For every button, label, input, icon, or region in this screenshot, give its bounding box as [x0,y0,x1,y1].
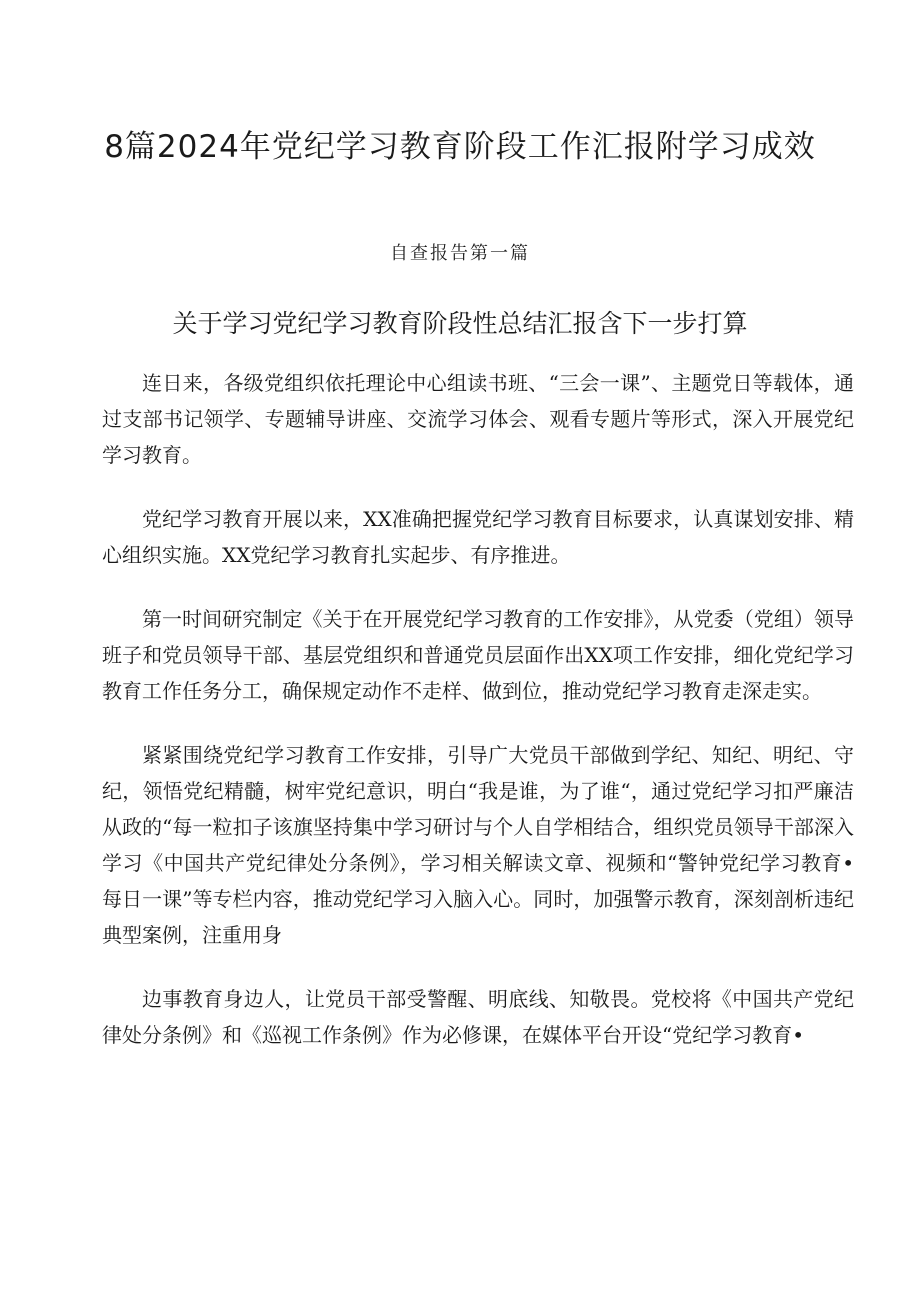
paragraph-1: 连日来，各级党组织依托理论中心组读书班、“三会一课”、主题党日等载体，通过支部书记领学、专题辅导讲座、交流学习体会、观看专题片等形式，深入开展党纪学习教育。 [102,371,854,467]
paragraph-3: 第一时间研究制定《关于在开展党纪学习教育的工作安排》，从党委（党组）领导班子和党员领导干部、基层党组织和普通党员层面作出XX项工作安排，细化党纪学习教育工作任务分工，确保规定动作不走样、做到位，推动党纪学习教育走深走实。 [102,607,854,703]
paragraph-5: 边事教育身边人，让党员干部受警醒、明底线、知敬畏。党校将《中国共产党纪律处分条例》和《巡视工作条例》作为必修课，在媒体平台开设“党纪学习教育• [102,987,854,1047]
document-body [102,365,854,1081]
section-label: 自查报告第一篇 [390,243,530,264]
paragraph-4: 紧紧围绕党纪学习教育工作安排，引导广大党员干部做到学纪、知纪、明纪、守纪，领悟党纪精髓，树牢党纪意识，明白“我是谁，为了谁“，通过党纪学习扣严廉洁从政的“每一粒扣子该旗坚持集中学习研讨与个人自学相结合，组织党员领导干部深入学习《中国共产党纪律处分条例》，学习相关解读文章、视频和“警钟党纪学习教育•每日一课”等专栏内容，推动党纪学习入脑入心。同时，加强警示教育，深刻剖析违纪典型案例，注重用身 [102,743,854,947]
section-title: 关于学习党纪学习教育阶段性总结汇报含下一步打算 [172,309,748,338]
document-title: 8篇2024年党纪学习教育阶段工作汇报附学习成效 [104,129,816,165]
paragraph-2: 党纪学习教育开展以来，XX准确把握党纪学习教育目标要求，认真谋划安排、精心组织实施。XX党纪学习教育扎实起步、有序推进。 [102,507,854,567]
